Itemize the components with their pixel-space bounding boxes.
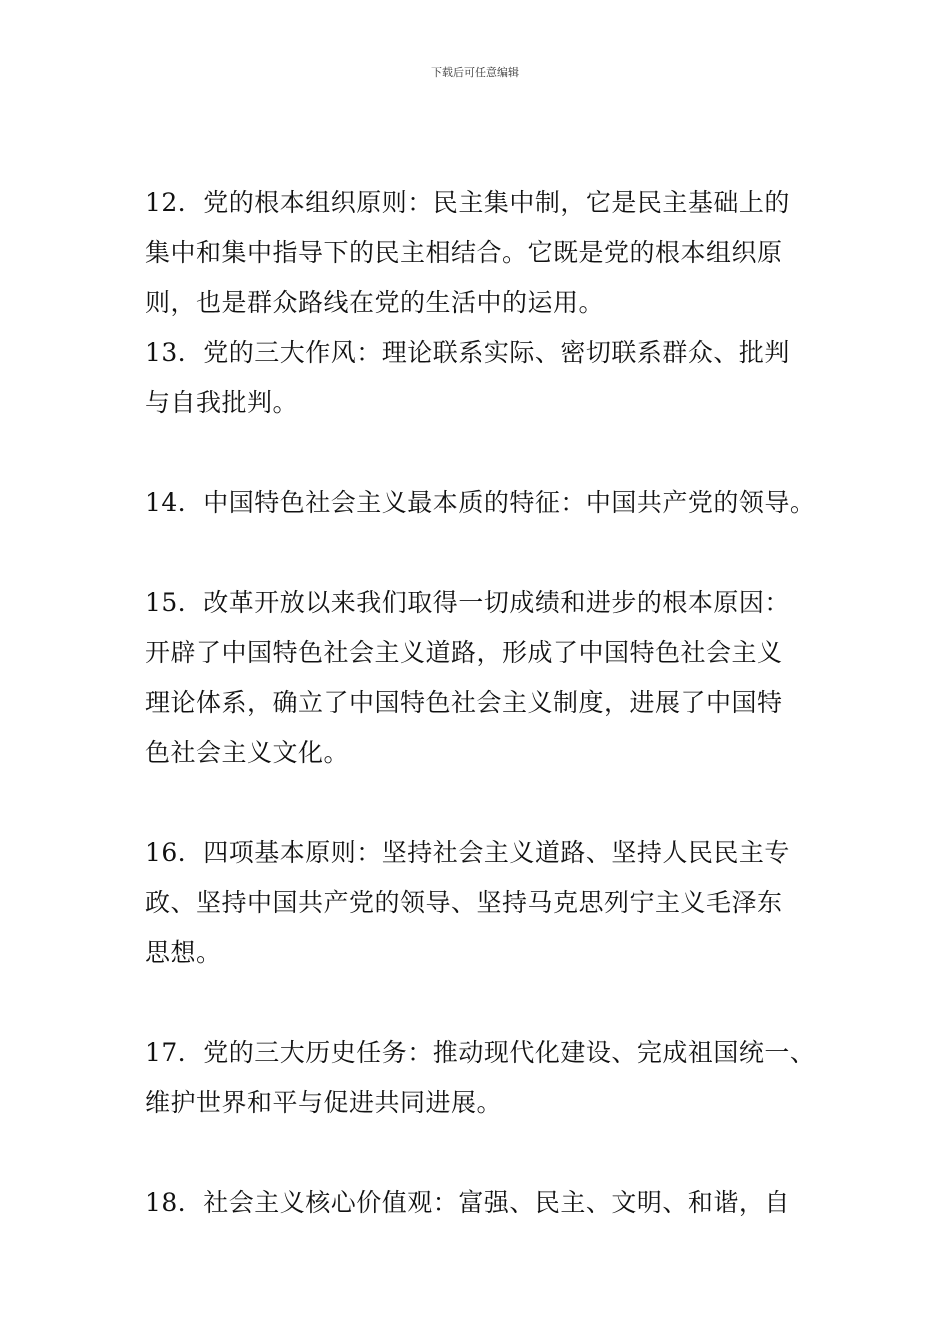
text-line: 理论体系，确立了中国特色社会主义制度，进展了中国特 bbox=[145, 688, 783, 717]
text-line: 集中和集中指导下的民主相结合。它既是党的根本组织原 bbox=[145, 238, 783, 267]
text-line: 则，也是群众路线在党的生活中的运用。 bbox=[145, 288, 605, 317]
text-line: 政、坚持中国共产党的领导、坚持马克思列宁主义毛泽东 bbox=[145, 888, 783, 917]
page-header: 下载后可任意编辑 bbox=[431, 66, 519, 79]
paragraph-item-17 bbox=[145, 1028, 825, 1128]
blank-line bbox=[145, 528, 825, 578]
text-line: 12．党的根本组织原则：民主集中制，它是民主基础上的 bbox=[145, 188, 790, 217]
blank-line bbox=[145, 978, 825, 1028]
paragraph-item-15 bbox=[145, 578, 825, 778]
text-line: 14．中国特色社会主义最本质的特征：中国共产党的领导。 bbox=[145, 488, 816, 517]
paragraph-item-13 bbox=[145, 328, 825, 428]
text-line: 与自我批判。 bbox=[145, 388, 299, 417]
paragraph-item-14 bbox=[145, 478, 825, 528]
blank-line bbox=[145, 778, 825, 828]
text-line: 维护世界和平与促进共同进展。 bbox=[145, 1088, 503, 1117]
text-line: 开辟了中国特色社会主义道路，形成了中国特色社会主义 bbox=[145, 638, 783, 667]
text-line: 16．四项基本原则：坚持社会主义道路、坚持人民民主专 bbox=[145, 838, 790, 867]
text-line: 15．改革开放以来我们取得一切成绩和进步的根本原因： bbox=[145, 588, 790, 617]
paragraph-item-18 bbox=[145, 1178, 825, 1228]
text-line: 18．社会主义核心价值观：富强、民主、文明、和谐，自 bbox=[145, 1188, 790, 1217]
document-body bbox=[145, 178, 825, 1228]
text-line: 色社会主义文化。 bbox=[145, 738, 350, 767]
text-line: 13．党的三大作风：理论联系实际、密切联系群众、批判 bbox=[145, 338, 790, 367]
text-line: 思想。 bbox=[145, 938, 222, 967]
paragraph-item-12 bbox=[145, 178, 825, 328]
blank-line bbox=[145, 428, 825, 478]
blank-line bbox=[145, 1128, 825, 1178]
paragraph-item-16 bbox=[145, 828, 825, 978]
text-line: 17．党的三大历史任务：推动现代化建设、完成祖国统一、 bbox=[145, 1038, 816, 1067]
